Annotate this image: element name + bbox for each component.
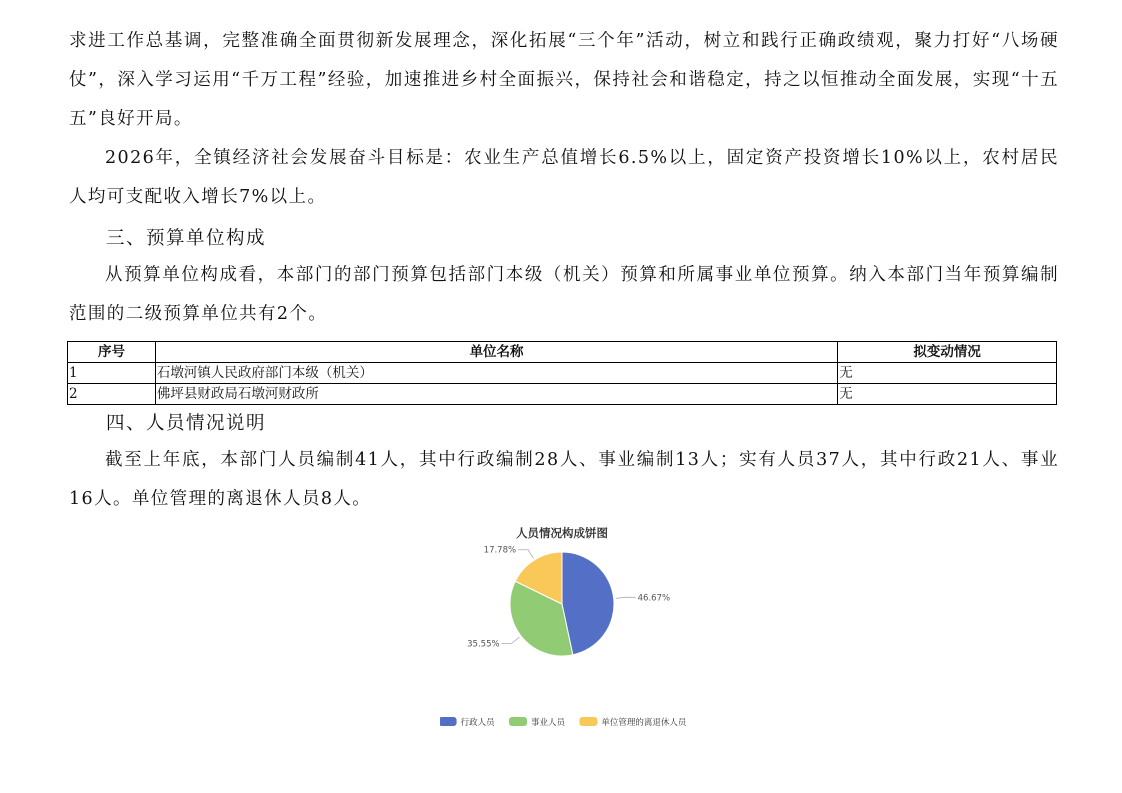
legend-swatch-2 xyxy=(509,717,527,726)
legend-swatch-3 xyxy=(579,717,597,726)
table-header-row xyxy=(68,342,1057,363)
table-row xyxy=(68,384,1057,405)
table-row xyxy=(68,363,1057,384)
paragraph-2026-targets: 2026年，全镇经济社会发展奋斗目标是：农业生产总值增长6.5%以上，固定资产投资增长10%以上，农村居民人均可支配收入增长7%以上。 xyxy=(69,148,1059,207)
label-leader-line xyxy=(518,550,533,558)
label-leader-line xyxy=(502,637,520,643)
cell-unit-name: 佛坪县财政局石墩河财政所 xyxy=(155,384,837,405)
cell-change: 无 xyxy=(838,363,1057,384)
cell-unit-name: 石墩河镇人民政府部门本级（机关） xyxy=(155,363,837,384)
paragraph-personnel: 截至上年底，本部门人员编制41人，其中行政编制28人、事业编制13人；实有人员37人，其中行政21人、事业16人。单位管理的离退休人员8人。 xyxy=(69,450,1059,509)
legend-swatch-1 xyxy=(440,717,457,726)
legend-label-1: 行政人员 xyxy=(460,718,495,728)
cell-no: 2 xyxy=(68,384,156,405)
data-label-2: 35.55% xyxy=(467,639,500,650)
column-header-change: 拟变动情况 xyxy=(838,342,1057,363)
budget-units-table xyxy=(67,341,1057,405)
paragraph-budget-units: 从预算单位构成看，本部门的部门预算包括部门本级（机关）预算和所属事业单位预算。纳入本部门当年预算编制范围的二级预算单位共有2个。 xyxy=(69,265,1059,324)
cell-change: 无 xyxy=(838,384,1057,405)
column-header-no: 序号 xyxy=(68,342,156,363)
legend-label-3: 单位管理的离退休人员 xyxy=(601,718,687,728)
legend-label-2: 事业人员 xyxy=(531,718,566,728)
section-heading-personnel: 四、人员情况说明 xyxy=(106,413,267,434)
chart-title: 人员情况构成饼图 xyxy=(516,526,608,540)
personnel-pie-chart xyxy=(440,518,700,738)
column-header-unit-name: 单位名称 xyxy=(155,342,837,363)
section-heading-budget-units: 三、预算单位构成 xyxy=(106,228,267,249)
paragraph-development-guideline: 求进工作总基调，完整准确全面贯彻新发展理念，深化拓展“三个年”活动，树立和践行正确政绩观，聚力打好“八场硬仗”，深入学习运用“千万工程”经验，加速推进乡村全面振兴，保持社会和谐稳定，持之以恒推动全面发展，实现“十五五”良好开局。 xyxy=(69,31,1059,129)
label-leader-line xyxy=(616,597,636,598)
data-label-1: 46.67% xyxy=(637,593,671,604)
cell-no: 1 xyxy=(68,363,156,384)
data-label-3: 17.78% xyxy=(483,545,517,556)
